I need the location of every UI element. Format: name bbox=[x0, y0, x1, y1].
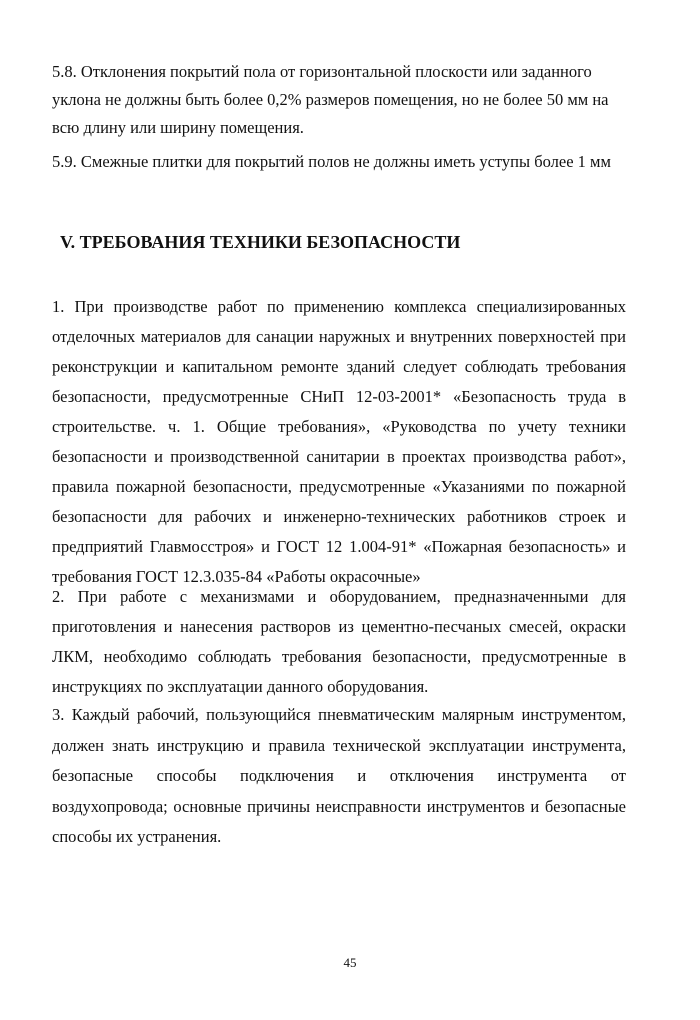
item-text: Смежные плитки для покрытий полов не должны иметь уступы более 1 мм bbox=[80, 152, 611, 171]
section-title: V. ТРЕБОВАНИЯ ТЕХНИКИ БЕЗОПАСНОСТИ bbox=[60, 232, 461, 252]
paragraph-2: 2. При работе с механизмами и оборудованием, предназначенными для приготовления и нанесения растворов из цементно-песчаных смесей, окраски ЛКМ, необходимо соблюдать требования безопасности, предусмотренные в инструкциях по эксплуатации данного оборудования. bbox=[52, 587, 626, 696]
item-number: 5.8. bbox=[52, 62, 77, 81]
item-5-9 bbox=[52, 148, 626, 176]
page-number: 45 bbox=[343, 955, 357, 970]
item-text: Отклонения покрытий пола от горизонтальной плоскости или заданного уклона не должны быть более 0,2% размеров помещения, но не более 50 мм на всю длину или ширину помещения. bbox=[52, 62, 609, 137]
item-number: 5.9. bbox=[52, 152, 77, 171]
paragraph-3: 3. Каждый рабочий, пользующийся пневматическим малярным инструментом, должен знать инструкцию и правила технической эксплуатации инструмента, безопасные способы подключения и отключения инструмента от воздухопровода; основные причины неисправности инструментов и безопасные способы их устранения. bbox=[52, 705, 626, 846]
paragraph-1: 1. При производстве работ по применению комплекса специализированных отделочных материалов для санации наружных и внутренних поверхностей при реконструкции и капитальном ремонте зданий следует соблюдать требования безопасности, предусмотренные СНиП 12-03-2001* «Безопасность труда в строительстве. ч. 1. Общие требования», «Руководства по учету техники безопасности и производственной санитарии в проектах производства работ», правила пожарной безопасности, предусмотренные «Указаниями по пожарной безопасности для рабочих и инженерно-технических работников строек и предприятий Главмосстроя» и ГОСТ 12 1.004-91* «Пожарная безопасность» и требования ГОСТ 12.3.035-84 «Работы окрасочные» bbox=[52, 297, 626, 586]
item-5-8 bbox=[52, 58, 626, 142]
